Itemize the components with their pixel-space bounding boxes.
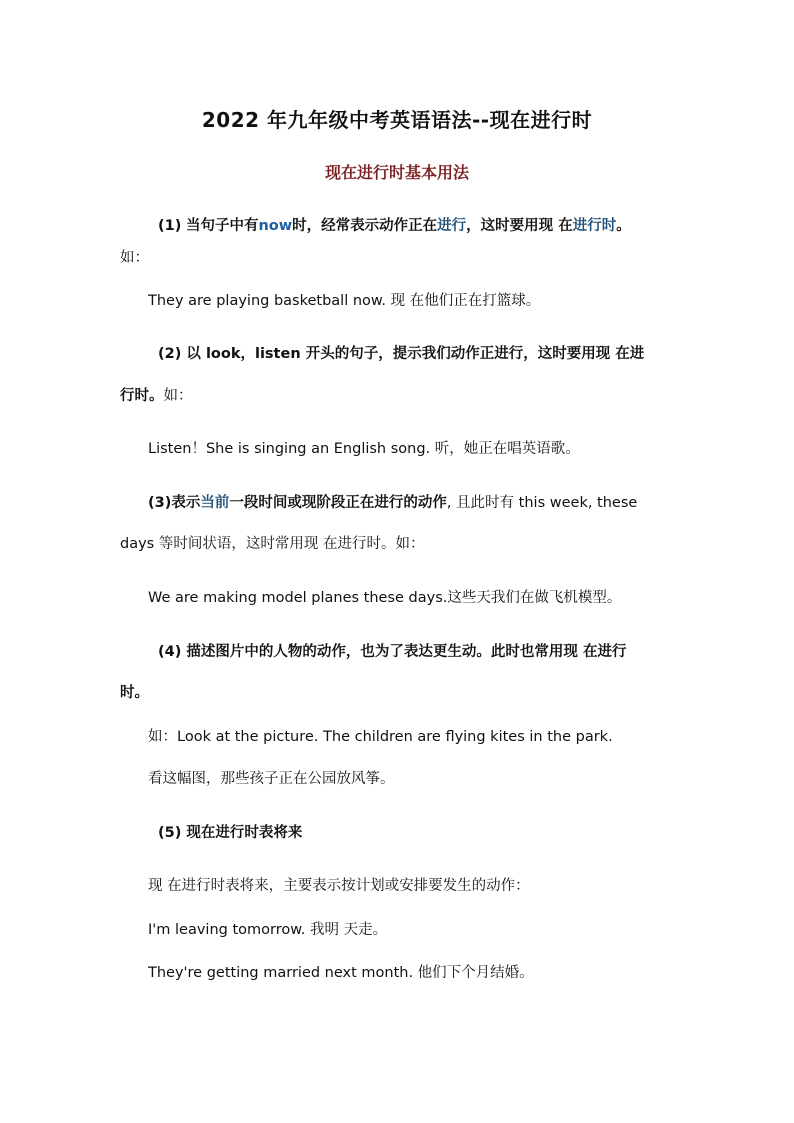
rule-5-heading: (5) 现在进行时表将来 [158,825,303,841]
rule-2-heading: (2) 以 look，listen 开头的句子，提示我们动作正进行，这时要用现 在进 [158,346,645,362]
rule-3-number: (3) [148,495,172,511]
rule-4-example-translation: 看这幅图，那些孩子正在公园放风筝。 [148,771,395,787]
rule-4-example: 如：Look at the picture. The children are flying kites in the park. [148,729,613,745]
rule-5-number: (5) [158,825,182,841]
section-heading: 现在进行时基本用法 [324,163,469,182]
keyword-current: 当前 [200,495,230,511]
rule-5-description: 现 在进行时表将来，主要表示按计划或安排要发生的动作： [148,878,530,894]
rule-1-example: They are playing basketball now. 现 在他们正在打篮球。 [148,293,541,309]
rule-4-number: (4) [158,644,182,660]
rule-1-number: (1) [158,218,182,234]
rule-2-number: (2) [158,346,182,362]
rule-4-continuation: 时。 [120,685,149,701]
page-title: 2022 年九年级中考英语语法--现在进行时 [201,108,593,132]
rule-2-continuation: 行时。如： [120,388,193,404]
rule-5-example-2: They're getting married next month. 他们下个月结婚。 [148,965,534,981]
rule-3-heading: (3)表示当前一段时间或现阶段正在进行的动作, 且此时有 this week, these [148,495,638,511]
rule-3-continuation: days 等时间状语，这时常用现 在进行时。如： [120,536,425,552]
rule-2-example: Listen！She is singing an English song. 听，她正在唱英语歌。 [148,441,580,457]
rule-3-example: We are making model planes these days.这些天我们在做飞机模型。 [148,590,622,606]
rule-5-example: I'm leaving tomorrow. 我明 天走。 [148,922,388,938]
keyword-now: now [258,218,293,234]
rule-1-continuation: 如： [120,250,149,266]
rule-1-heading: (1) 当句子中有now时，经常表示动作正在进行，这时要用现 在进行时。 [158,218,631,234]
rule-4-heading: (4) 描述图片中的人物的动作，也为了表达更生动。此时也常用现 在进行 [158,644,627,660]
